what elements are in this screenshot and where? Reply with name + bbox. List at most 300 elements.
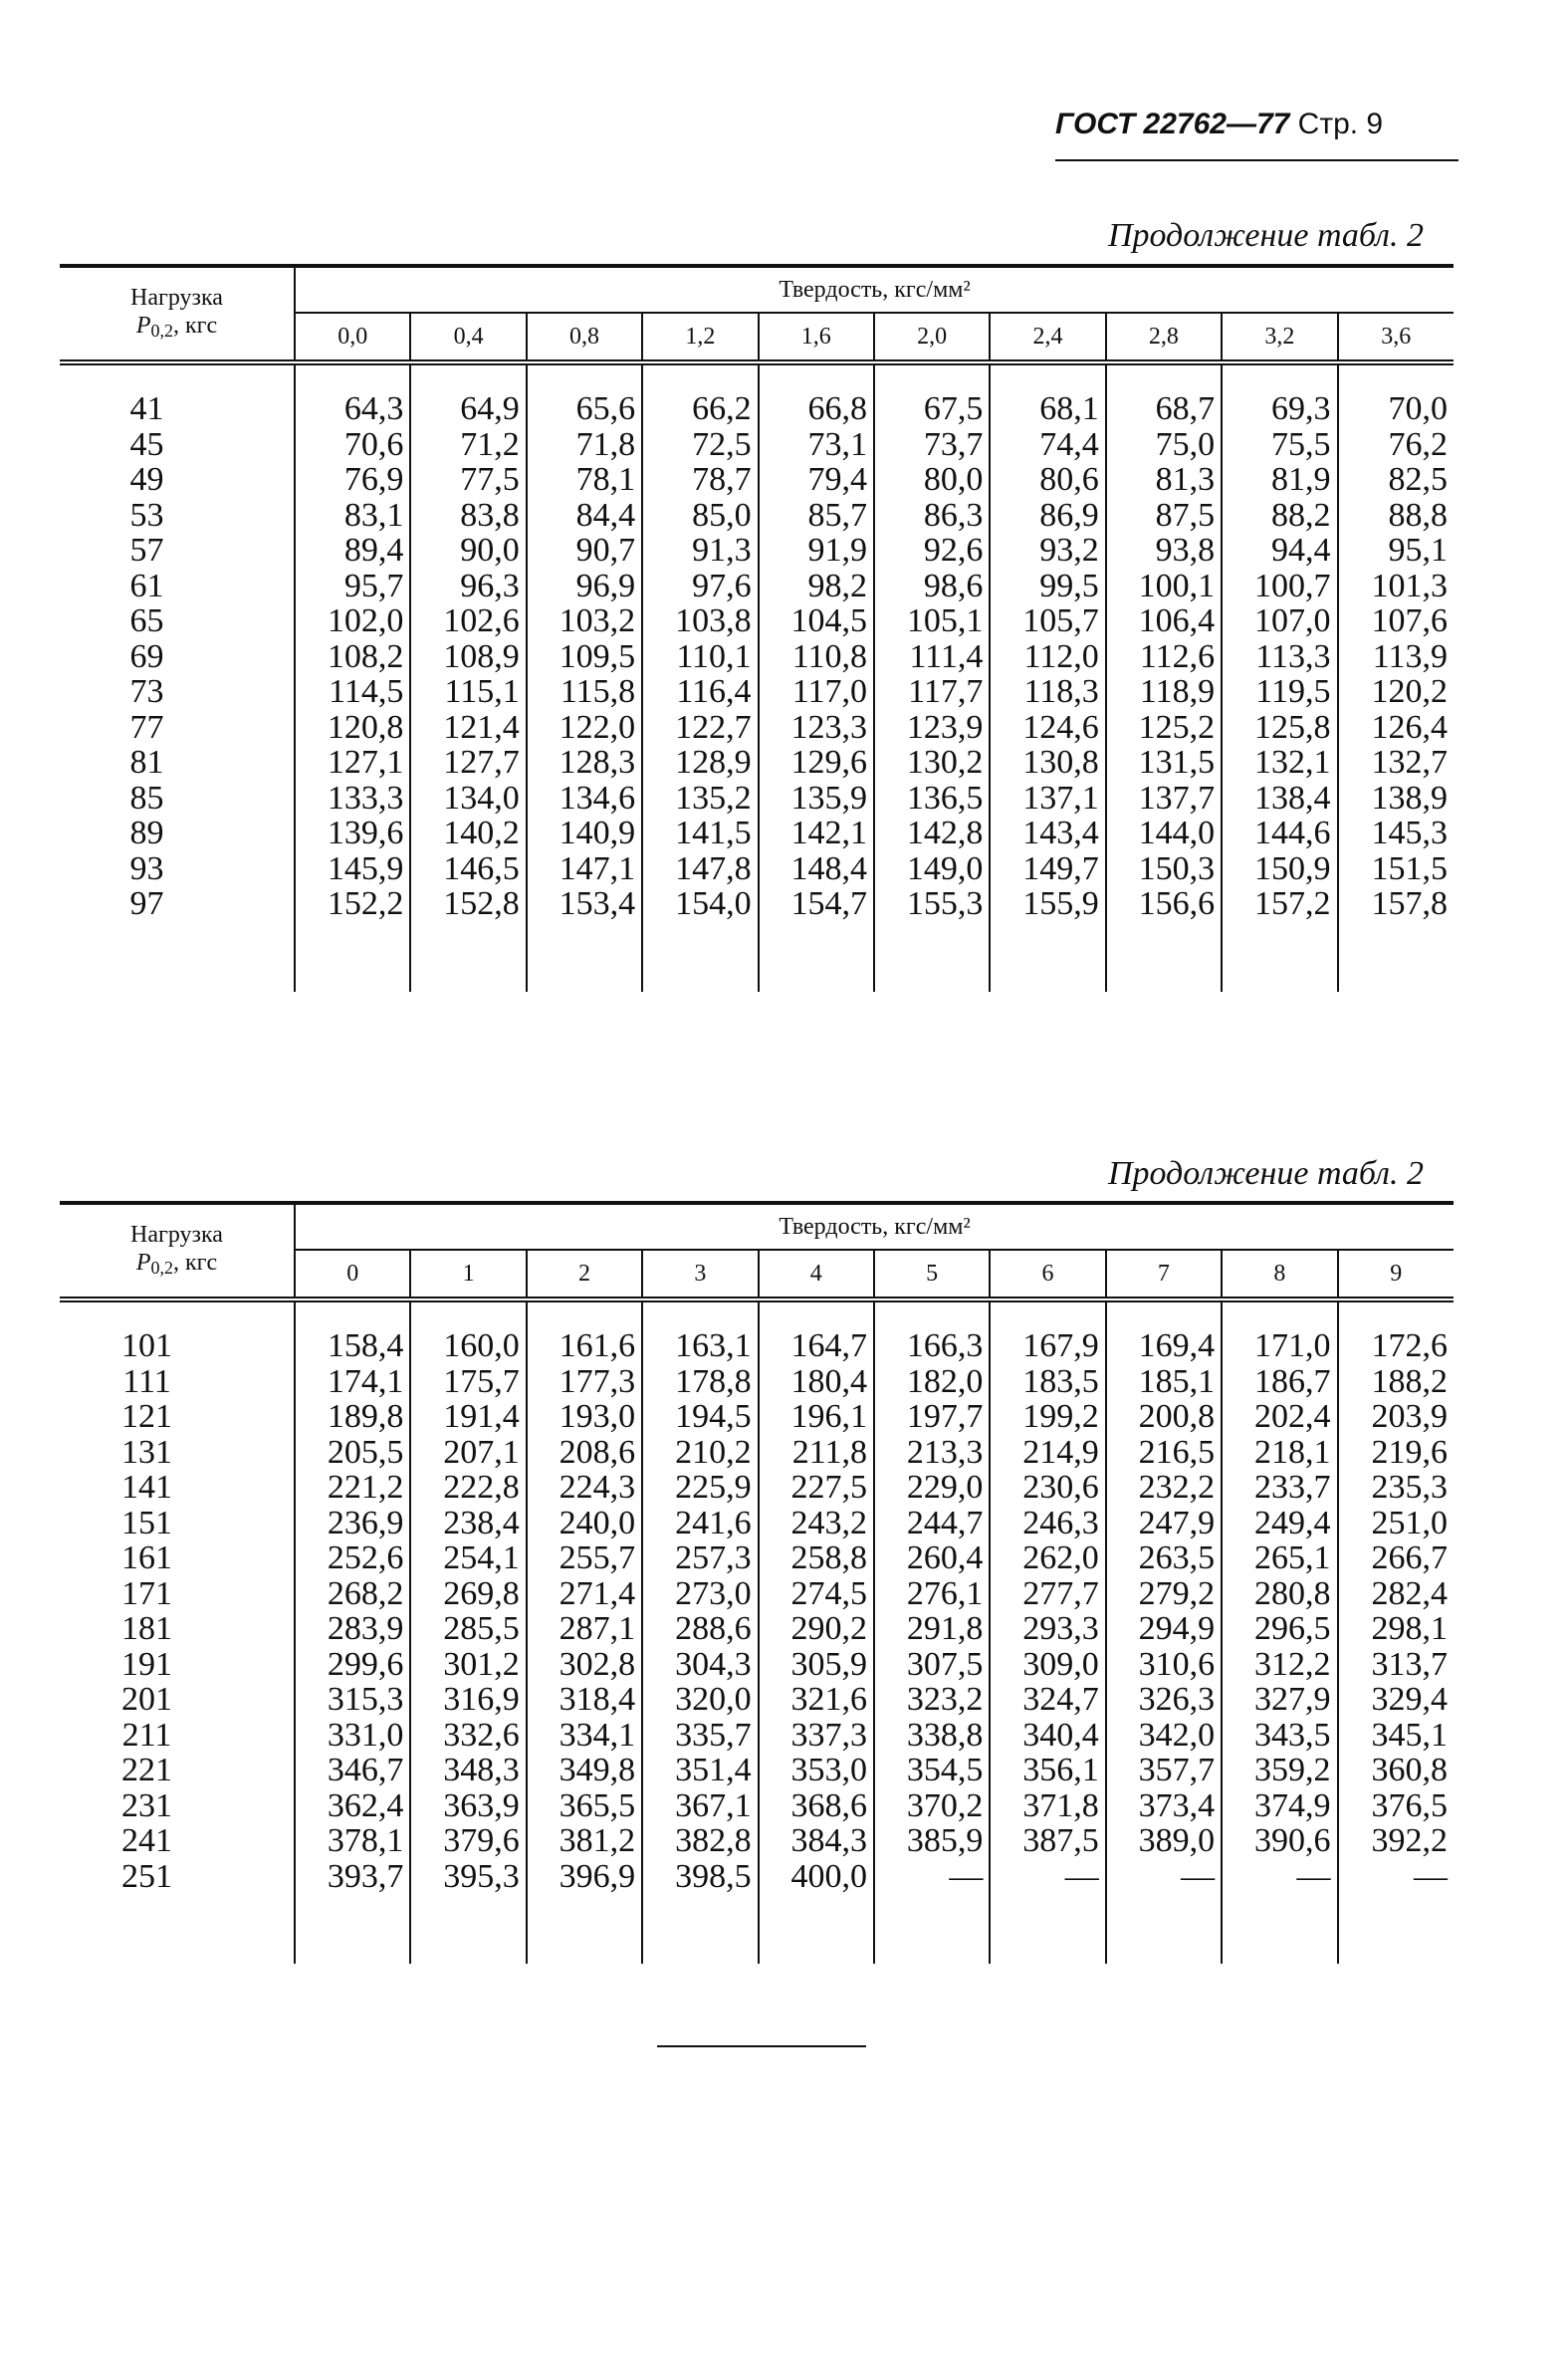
hardness-cell: 227,5 [759, 1470, 874, 1506]
hardness-cell: — [874, 1859, 990, 1895]
hardness-cell: 213,3 [874, 1435, 990, 1471]
filler-cell [990, 1894, 1105, 1964]
load-column-header [60, 1203, 295, 1299]
hardness-cell: 84,4 [527, 498, 642, 534]
hardness-cell: 382,8 [642, 1823, 758, 1859]
hardness-cell: 96,3 [410, 569, 526, 604]
hardness-cell: 93,8 [1106, 533, 1222, 569]
hardness-cell: 298,1 [1338, 1611, 1454, 1647]
load-cell: 201 [121, 1681, 172, 1718]
load-cell: 191 [121, 1645, 172, 1683]
hardness-cell: 71,2 [410, 427, 526, 463]
table-row [60, 674, 1454, 710]
load-cell: 89 [129, 815, 164, 851]
hardness-cell: 310,6 [1106, 1647, 1222, 1683]
hardness-cell: 70,6 [295, 427, 410, 463]
hardness-cell: 71,8 [527, 427, 642, 463]
load-symbol: P [135, 312, 151, 339]
hardness-cell: 144,0 [1106, 816, 1222, 851]
hardness-cell: 157,2 [1222, 886, 1337, 922]
hardness-cell: 69,3 [1222, 362, 1337, 427]
hardness-cell: 207,1 [410, 1435, 526, 1471]
hardness-cell: 313,7 [1338, 1647, 1454, 1683]
hardness-cell: 263,5 [1106, 1540, 1222, 1576]
hardness-cell: 265,1 [1222, 1540, 1337, 1576]
header-rule [1055, 159, 1458, 161]
hardness-cell: 113,9 [1338, 639, 1454, 675]
hardness-cell: 214,9 [990, 1435, 1105, 1471]
hardness-cell: 365,5 [527, 1788, 642, 1824]
hardness-cell: 146,5 [410, 851, 526, 887]
hardness-cell: 88,2 [1222, 498, 1337, 534]
hardness-cell: 208,6 [527, 1435, 642, 1471]
table-body [60, 1299, 1454, 1964]
column-header: 5 [874, 1250, 990, 1299]
hardness-cell: 149,0 [874, 851, 990, 887]
table-row [60, 886, 1454, 922]
hardness-cell: 75,0 [1106, 427, 1222, 463]
hardness-cell: 100,7 [1222, 569, 1337, 604]
hardness-cell: 86,9 [990, 498, 1105, 534]
hardness-cell: 87,5 [1106, 498, 1222, 534]
hardness-cell: 249,4 [1222, 1506, 1337, 1541]
hardness-cell: 193,0 [527, 1399, 642, 1435]
hardness-cell: 134,6 [527, 781, 642, 817]
hardness-cell: 118,9 [1106, 674, 1222, 710]
hardness-cell: 152,8 [410, 886, 526, 922]
hardness-cell: 99,5 [990, 569, 1105, 604]
hardness-cell: 180,4 [759, 1364, 874, 1400]
hardness-cell: 156,6 [1106, 886, 1222, 922]
hardness-cell: 373,4 [1106, 1788, 1222, 1824]
hardness-cell: 68,1 [990, 362, 1105, 427]
hardness-cell: 93,2 [990, 533, 1105, 569]
table-row [60, 1470, 1454, 1506]
hardness-cell: 97,6 [642, 569, 758, 604]
hardness-cell: 73,7 [874, 427, 990, 463]
hardness-cell: 268,2 [295, 1576, 410, 1612]
load-cell: 61 [129, 567, 164, 604]
hardness-cell: 340,4 [990, 1718, 1105, 1754]
table-row [60, 569, 1454, 604]
hardness-cell: 343,5 [1222, 1718, 1337, 1754]
hardness-cell: 236,9 [295, 1506, 410, 1541]
hardness-cell: 359,2 [1222, 1753, 1337, 1788]
hardness-cell: 171,0 [1222, 1299, 1337, 1364]
hardness-cell: 172,6 [1338, 1299, 1454, 1364]
load-cell: 131 [121, 1433, 172, 1471]
column-header: 2,0 [874, 313, 990, 362]
hardness-cell: 291,8 [874, 1611, 990, 1647]
hardness-cell: 64,9 [410, 362, 526, 427]
hardness-cell: 136,5 [874, 781, 990, 817]
load-cell: 85 [129, 779, 164, 817]
load-cell: 97 [129, 885, 164, 922]
hardness-cell: 66,2 [642, 362, 758, 427]
column-header: 0,4 [410, 313, 526, 362]
hardness-cell: 77,5 [410, 462, 526, 498]
column-header: 6 [990, 1250, 1105, 1299]
load-cell: 77 [129, 708, 164, 746]
hardness-cell: 76,9 [295, 462, 410, 498]
table-row [60, 1682, 1454, 1718]
hardness-cell: 102,0 [295, 603, 410, 639]
hardness-cell: 91,9 [759, 533, 874, 569]
hardness-cell: — [990, 1859, 1105, 1895]
hardness-cell: 225,9 [642, 1470, 758, 1506]
hardness-cell: 80,6 [990, 462, 1105, 498]
filler-cell [759, 1894, 874, 1964]
hardness-cell: 128,9 [642, 745, 758, 781]
hardness-cell: 398,5 [642, 1859, 758, 1895]
hardness-cell: 302,8 [527, 1647, 642, 1683]
hardness-cell: 370,2 [874, 1788, 990, 1824]
hardness-cell: 130,2 [874, 745, 990, 781]
hardness-cell: 122,7 [642, 710, 758, 746]
hardness-cell: 260,4 [874, 1540, 990, 1576]
load-cell: 151 [121, 1504, 172, 1541]
hardness-cell: 354,5 [874, 1753, 990, 1788]
hardness-cell: 351,4 [642, 1753, 758, 1788]
hardness-cell: 254,1 [410, 1540, 526, 1576]
hardness-cell: 151,5 [1338, 851, 1454, 887]
hardness-cell: 384,3 [759, 1823, 874, 1859]
hardness-cell: 101,3 [1338, 569, 1454, 604]
table-row [60, 639, 1454, 675]
hardness-cell: 374,9 [1222, 1788, 1337, 1824]
hardness-cell: 356,1 [990, 1753, 1105, 1788]
load-cell: 53 [129, 496, 164, 534]
hardness-cell: 105,1 [874, 603, 990, 639]
hardness-cell: 154,0 [642, 886, 758, 922]
hardness-cell: 120,2 [1338, 674, 1454, 710]
hardness-cell: 142,1 [759, 816, 874, 851]
hardness-cell: 82,5 [1338, 462, 1454, 498]
load-cell: 73 [129, 673, 164, 710]
hardness-cell: 324,7 [990, 1682, 1105, 1718]
hardness-cell: 112,6 [1106, 639, 1222, 675]
hardness-cell: 299,6 [295, 1647, 410, 1683]
load-cell: 161 [121, 1539, 172, 1576]
hardness-cell: 164,7 [759, 1299, 874, 1364]
column-header: 0 [295, 1250, 410, 1299]
hardness-cell: 90,7 [527, 533, 642, 569]
hardness-cell: 381,2 [527, 1823, 642, 1859]
column-header: 0,8 [527, 313, 642, 362]
hardness-cell: 196,1 [759, 1399, 874, 1435]
load-cell: 251 [121, 1857, 172, 1895]
hardness-cell: 205,5 [295, 1435, 410, 1471]
hardness-cell: 230,6 [990, 1470, 1105, 1506]
hardness-cell: 147,8 [642, 851, 758, 887]
hardness-cell: 152,2 [295, 886, 410, 922]
hardness-cell: 182,0 [874, 1364, 990, 1400]
hardness-cell: 119,5 [1222, 674, 1337, 710]
hardness-cell: 104,5 [759, 603, 874, 639]
hardness-cell: 139,6 [295, 816, 410, 851]
load-cell: 101 [121, 1327, 172, 1364]
hardness-cell: 210,2 [642, 1435, 758, 1471]
hardness-cell: 200,8 [1106, 1399, 1222, 1435]
hardness-cell: 178,8 [642, 1364, 758, 1400]
table-row [60, 1435, 1454, 1471]
table2-caption: Продолжение табл. 2 [1107, 1155, 1424, 1192]
column-header: 9 [1338, 1250, 1454, 1299]
hardness-cell: 246,3 [990, 1506, 1105, 1541]
hardness-cell: 142,8 [874, 816, 990, 851]
load-cell: 211 [121, 1716, 172, 1754]
filler-cell [642, 922, 758, 992]
table-row [60, 462, 1454, 498]
filler-cell [874, 922, 990, 992]
hardness-cell: 91,3 [642, 533, 758, 569]
hardness-cell: 211,8 [759, 1435, 874, 1471]
hardness-cell: 83,1 [295, 498, 410, 534]
column-header: 1 [410, 1250, 526, 1299]
hardness-cell: 138,9 [1338, 781, 1454, 817]
hardness-cell: 321,6 [759, 1682, 874, 1718]
table-row [60, 1718, 1454, 1754]
hardness-cell: 157,8 [1338, 886, 1454, 922]
hardness-cell: 243,2 [759, 1506, 874, 1541]
hardness-cell: 337,3 [759, 1718, 874, 1754]
hardness-cell: 202,4 [1222, 1399, 1337, 1435]
load-cell: 57 [129, 532, 164, 569]
column-header: 2,4 [990, 313, 1105, 362]
column-header: 3 [642, 1250, 758, 1299]
hardness-cell: 153,4 [527, 886, 642, 922]
hardness-cell: 290,2 [759, 1611, 874, 1647]
hardness-cell: 138,4 [1222, 781, 1337, 817]
load-cell: 121 [121, 1398, 172, 1435]
hardness-cell: 68,7 [1106, 362, 1222, 427]
hardness-cell: 357,7 [1106, 1753, 1222, 1788]
table-row [60, 1576, 1454, 1612]
hardness-cell: 81,3 [1106, 462, 1222, 498]
hardness-cell: 332,6 [410, 1718, 526, 1754]
load-cell: 241 [121, 1822, 172, 1859]
hardness-cell: 79,4 [759, 462, 874, 498]
hardness-cell: 109,5 [527, 639, 642, 675]
hardness-cell: 140,9 [527, 816, 642, 851]
column-header: 3,6 [1338, 313, 1454, 362]
hardness-cell: 312,2 [1222, 1647, 1337, 1683]
hardness-cell: 348,3 [410, 1753, 526, 1788]
hardness-cell: 331,0 [295, 1718, 410, 1754]
hardness-cell: 378,1 [295, 1823, 410, 1859]
hardness-table-1 [60, 264, 1454, 992]
footer-rule [657, 2045, 866, 2047]
hardness-cell: 174,1 [295, 1364, 410, 1400]
hardness-cell: 132,1 [1222, 745, 1337, 781]
hardness-cell: 276,1 [874, 1576, 990, 1612]
load-cell: 221 [121, 1752, 172, 1788]
table-row [60, 745, 1454, 781]
hardness-cell: 134,0 [410, 781, 526, 817]
hardness-cell: 304,3 [642, 1647, 758, 1683]
load-cell: 69 [129, 637, 164, 675]
hardness-cell: 367,1 [642, 1788, 758, 1824]
hardness-cell: 86,3 [874, 498, 990, 534]
filler-cell [759, 922, 874, 992]
hardness-cell: 72,5 [642, 427, 758, 463]
hardness-cell: 379,6 [410, 1823, 526, 1859]
hardness-cell: 108,2 [295, 639, 410, 675]
hardness-cell: 349,8 [527, 1753, 642, 1788]
table-row [60, 1299, 1454, 1364]
hardness-cell: — [1338, 1859, 1454, 1895]
load-cell: 65 [129, 602, 164, 639]
hardness-cell: 363,9 [410, 1788, 526, 1824]
filler-cell [1106, 1894, 1222, 1964]
hardness-cell: 158,4 [295, 1299, 410, 1364]
hardness-cell: 123,3 [759, 710, 874, 746]
hardness-cell: 199,2 [990, 1399, 1105, 1435]
hardness-cell: 320,0 [642, 1682, 758, 1718]
column-header: 2,8 [1106, 313, 1222, 362]
hardness-cell: 287,1 [527, 1611, 642, 1647]
hardness-cell: 241,6 [642, 1506, 758, 1541]
column-header: 0,0 [295, 313, 410, 362]
filler-cell [1338, 922, 1454, 992]
hardness-cell: 389,0 [1106, 1823, 1222, 1859]
hardness-cell: 335,7 [642, 1718, 758, 1754]
hardness-cell: 266,7 [1338, 1540, 1454, 1576]
column-header: 1,2 [642, 313, 758, 362]
hardness-cell: 126,4 [1338, 710, 1454, 746]
hardness-cell: 334,1 [527, 1718, 642, 1754]
column-header: 2 [527, 1250, 642, 1299]
hardness-cell: 114,5 [295, 674, 410, 710]
hardness-cell: 66,8 [759, 362, 874, 427]
hardness-cell: 360,8 [1338, 1753, 1454, 1788]
hardness-cell: 105,7 [990, 603, 1105, 639]
hardness-cell: 271,4 [527, 1576, 642, 1612]
hardness-cell: 222,8 [410, 1470, 526, 1506]
hardness-cell: 85,0 [642, 498, 758, 534]
table-row [60, 1753, 1454, 1788]
hardness-cell: 120,8 [295, 710, 410, 746]
hardness-cell: 113,3 [1222, 639, 1337, 675]
filler-cell [1222, 922, 1337, 992]
hardness-cell: 185,1 [1106, 1364, 1222, 1400]
hardness-cell: 145,3 [1338, 816, 1454, 851]
hardness-cell: 279,2 [1106, 1576, 1222, 1612]
hardness-cell: 247,9 [1106, 1506, 1222, 1541]
hardness-cell: 115,1 [410, 674, 526, 710]
table-row [60, 362, 1454, 427]
hardness-cell: 293,3 [990, 1611, 1105, 1647]
hardness-cell: 135,2 [642, 781, 758, 817]
hardness-cell: 76,2 [1338, 427, 1454, 463]
hardness-cell: 353,0 [759, 1753, 874, 1788]
hardness-cell: 169,4 [1106, 1299, 1222, 1364]
hardness-cell: 103,2 [527, 603, 642, 639]
filler-cell [1106, 922, 1222, 992]
column-header: 1,6 [759, 313, 874, 362]
hardness-cell: 147,1 [527, 851, 642, 887]
hardness-cell: 376,5 [1338, 1788, 1454, 1824]
hardness-cell: 218,1 [1222, 1435, 1337, 1471]
hardness-cell: 163,1 [642, 1299, 758, 1364]
load-cell: 171 [121, 1574, 172, 1612]
load-cell: 81 [129, 744, 164, 781]
hardness-cell: 301,2 [410, 1647, 526, 1683]
hardness-cell: 130,8 [990, 745, 1105, 781]
hardness-cell: 65,6 [527, 362, 642, 427]
hardness-cell: 85,7 [759, 498, 874, 534]
load-label: Нагрузка [130, 284, 223, 311]
hardness-cell: 269,8 [410, 1576, 526, 1612]
table-row [60, 603, 1454, 639]
hardness-cell: 294,9 [1106, 1611, 1222, 1647]
hardness-cell: 219,6 [1338, 1435, 1454, 1471]
hardness-cell: — [1106, 1859, 1222, 1895]
filler-cell [1338, 1894, 1454, 1964]
filler-cell [527, 922, 642, 992]
hardness-cell: 123,9 [874, 710, 990, 746]
hardness-cell: 81,9 [1222, 462, 1337, 498]
hardness-cell: 177,3 [527, 1364, 642, 1400]
table-row [60, 816, 1454, 851]
hardness-cell: 118,3 [990, 674, 1105, 710]
hardness-cell: 145,9 [295, 851, 410, 887]
hardness-cell: 274,5 [759, 1576, 874, 1612]
hardness-cell: 83,8 [410, 498, 526, 534]
hardness-cell: 129,6 [759, 745, 874, 781]
hardness-cell: 194,5 [642, 1399, 758, 1435]
page-number: Стр. 9 [1297, 108, 1384, 140]
hardness-cell: 131,5 [1106, 745, 1222, 781]
hardness-cell: 257,3 [642, 1540, 758, 1576]
table-row [60, 851, 1454, 887]
hardness-cell: 183,5 [990, 1364, 1105, 1400]
hardness-cell: 244,7 [874, 1506, 990, 1541]
hardness-cell: 175,7 [410, 1364, 526, 1400]
hardness-cell: 125,2 [1106, 710, 1222, 746]
hardness-table-2 [60, 1201, 1454, 1964]
hardness-cell: 392,2 [1338, 1823, 1454, 1859]
filler-cell [410, 1894, 526, 1964]
hardness-cell: 309,0 [990, 1647, 1105, 1683]
hardness-cell: 98,2 [759, 569, 874, 604]
filler-cell [60, 1894, 295, 1964]
hardness-header: Твердость, кгс/мм² [295, 266, 1454, 313]
load-cell: 93 [129, 849, 164, 887]
hardness-cell: 273,0 [642, 1576, 758, 1612]
hardness-cell: 395,3 [410, 1859, 526, 1895]
table-row [60, 1611, 1454, 1647]
hardness-cell: 73,1 [759, 427, 874, 463]
hardness-cell: 296,5 [1222, 1611, 1337, 1647]
hardness-cell: 127,7 [410, 745, 526, 781]
load-symbol: P [135, 1249, 151, 1276]
hardness-cell: 258,8 [759, 1540, 874, 1576]
hardness-cell: 150,3 [1106, 851, 1222, 887]
hardness-cell: 221,2 [295, 1470, 410, 1506]
hardness-cell: 186,7 [1222, 1364, 1337, 1400]
table-row [60, 1859, 1454, 1895]
hardness-cell: 323,2 [874, 1682, 990, 1718]
table-row [60, 1823, 1454, 1859]
hardness-cell: 390,6 [1222, 1823, 1337, 1859]
table-row [60, 1506, 1454, 1541]
hardness-cell: 235,3 [1338, 1470, 1454, 1506]
hardness-cell: 307,5 [874, 1647, 990, 1683]
table-filler-row [60, 922, 1454, 992]
hardness-cell: 161,6 [527, 1299, 642, 1364]
hardness-cell: 283,9 [295, 1611, 410, 1647]
